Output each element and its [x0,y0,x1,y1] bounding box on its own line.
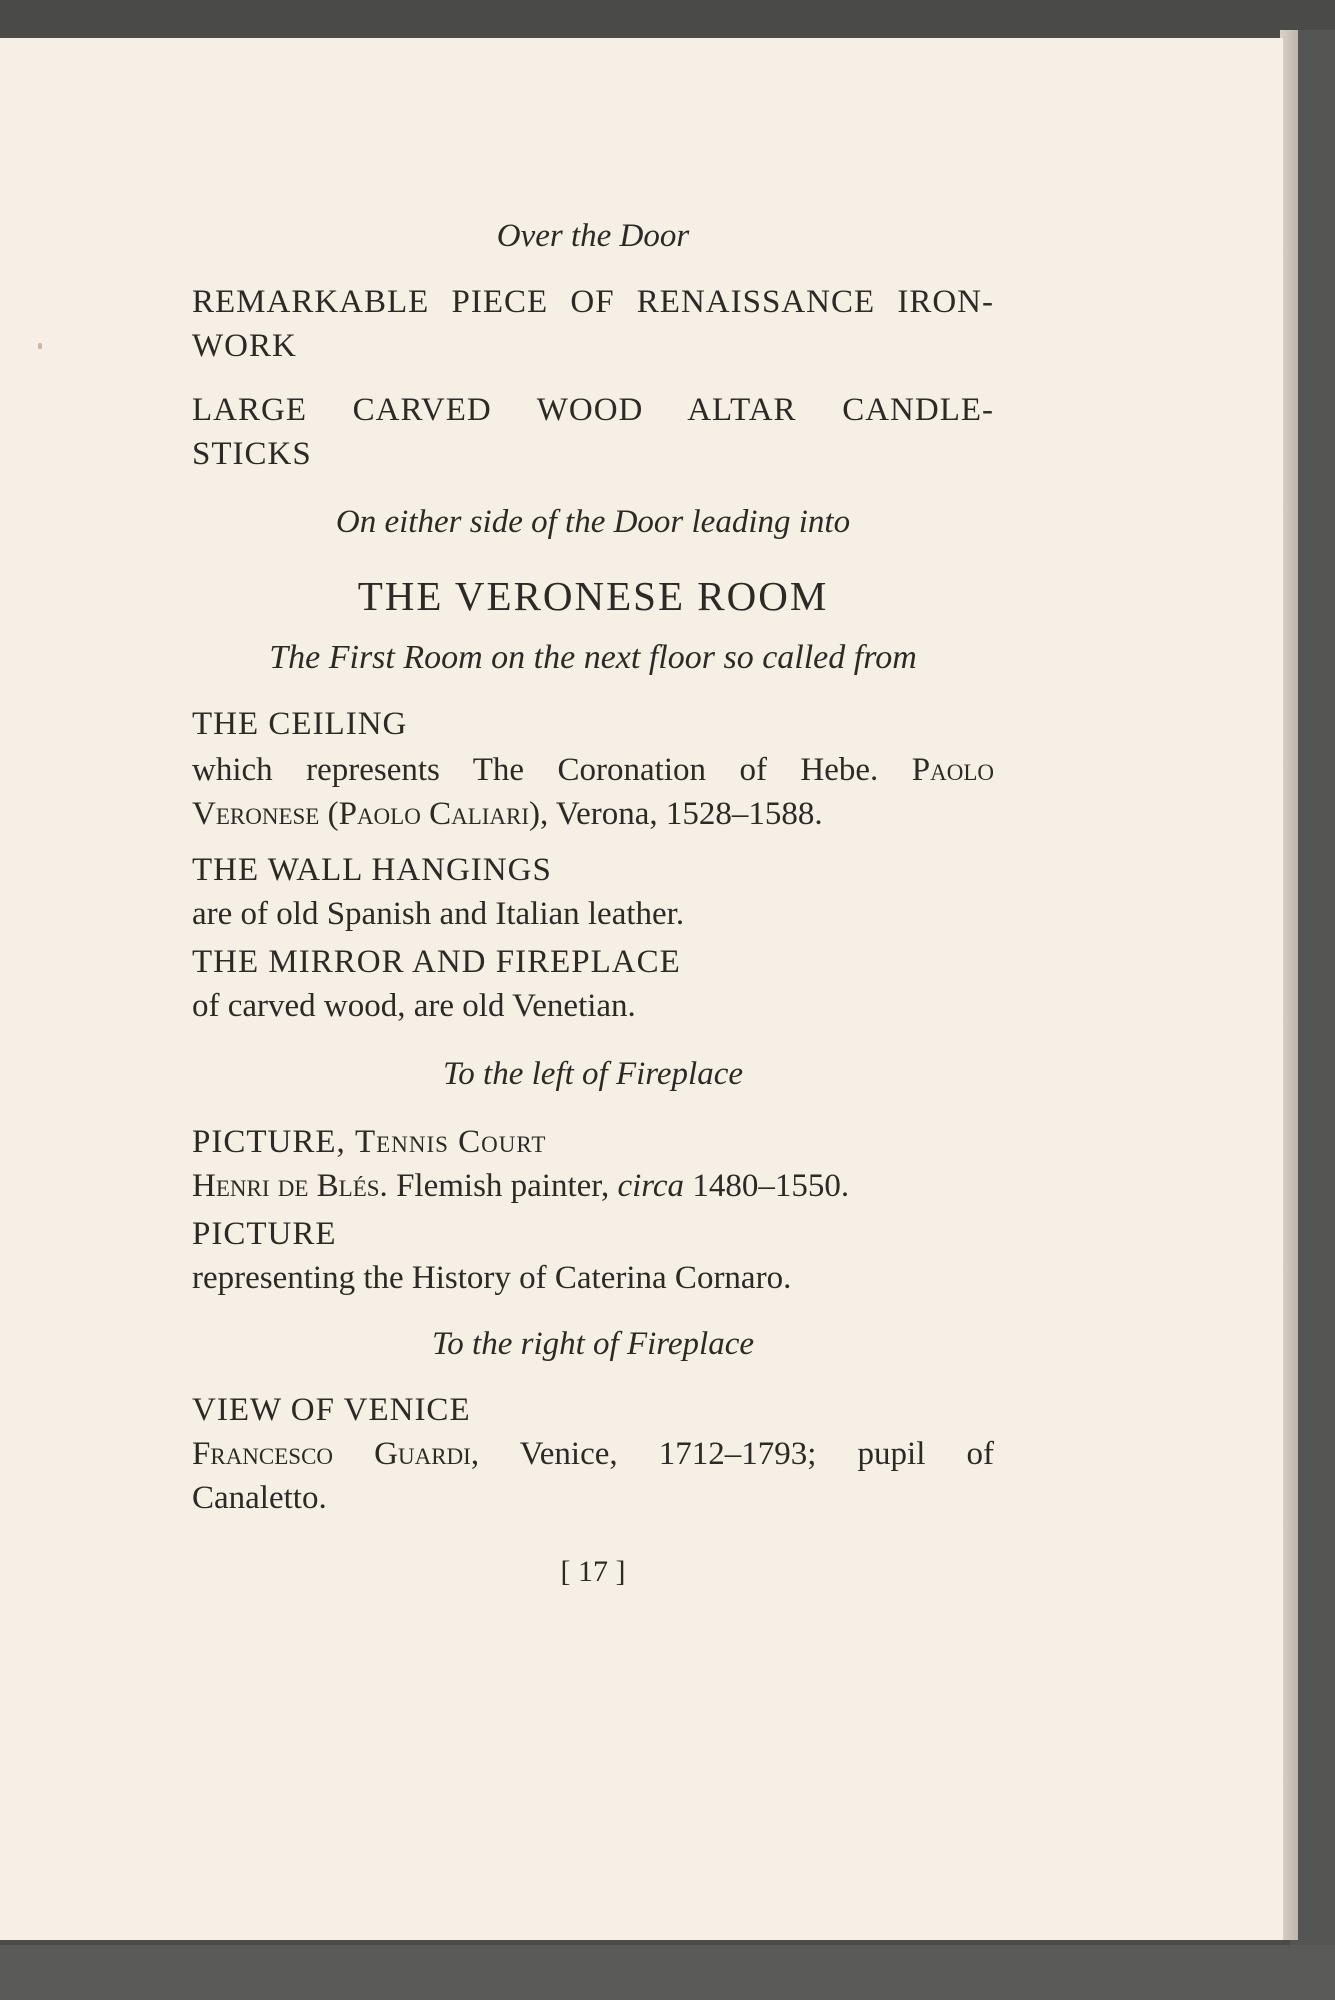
picture1-line [192,1164,994,1208]
mirror-text: of carved wood, are old Venetian. [192,988,636,1024]
view-title: VIEW OF VENICE [192,1392,471,1428]
book-board-bottom [0,1945,1335,2000]
picture1-title [192,1120,994,1164]
picture1-label: PICTURE, [192,1124,346,1160]
room-title: THE VERONESE ROOM [357,573,829,619]
view-line2: Canaletto. [192,1480,327,1516]
page-mark [38,343,42,349]
heading-over-door: Over the Door [496,218,690,254]
artist-paolo: Paolo [911,752,994,788]
book-page [0,38,1283,1940]
page-number: [ 17 ] [560,1555,626,1588]
item-ironwork-line2: WORK [192,328,297,364]
picture1-subject: Tennis Court [355,1124,547,1160]
heading-left-fireplace: To the left of Fireplace [442,1056,743,1092]
ceiling-title: THE CEILING [192,706,408,742]
item-candlesticks-line2: STICKS [192,436,312,472]
picture2-text: representing the History of Caterina Cornaro. [192,1260,792,1296]
heading-right-fireplace: To the right of Fireplace [431,1326,755,1362]
wall-title: THE WALL HANGINGS [192,852,552,888]
picture1-dates: 1480–1550. [692,1168,850,1204]
heading-either-side: On either side of the Door leading into [335,504,851,540]
room-subtitle: The First Room on the next floor so called from [269,639,917,676]
mirror-title: THE MIRROR AND FIREPLACE [192,944,681,980]
paren-open: ( [327,796,339,832]
wall-text: are of old Spanish and Italian leather. [192,896,685,932]
artist-guardi: Francesco Guardi, [192,1436,480,1472]
circa-label: circa [617,1168,685,1204]
picture1-desc: Flemish painter, [396,1168,610,1204]
ceiling-line2 [192,792,994,836]
artist-caliari: Paolo Caliari [338,796,530,832]
ceiling-line1 [192,748,994,792]
view-desc: Venice, 1712–1793; pupil of [519,1436,994,1472]
ceiling-dates: ), Verona, 1528–1588. [529,796,823,832]
artist-veronese: Veronese [192,796,320,832]
item-ironwork-line1: REMARKABLE PIECE OF RENAISSANCE IRON- [192,284,994,320]
picture2-title: PICTURE [192,1216,337,1252]
view-line1 [192,1432,994,1476]
item-candlesticks-line1: LARGE CARVED WOOD ALTAR CANDLE- [192,392,994,428]
ceiling-description: which represents The Coronation of Hebe. [192,752,879,788]
artist-henri-de-bles: Henri de Blés. [192,1168,388,1204]
